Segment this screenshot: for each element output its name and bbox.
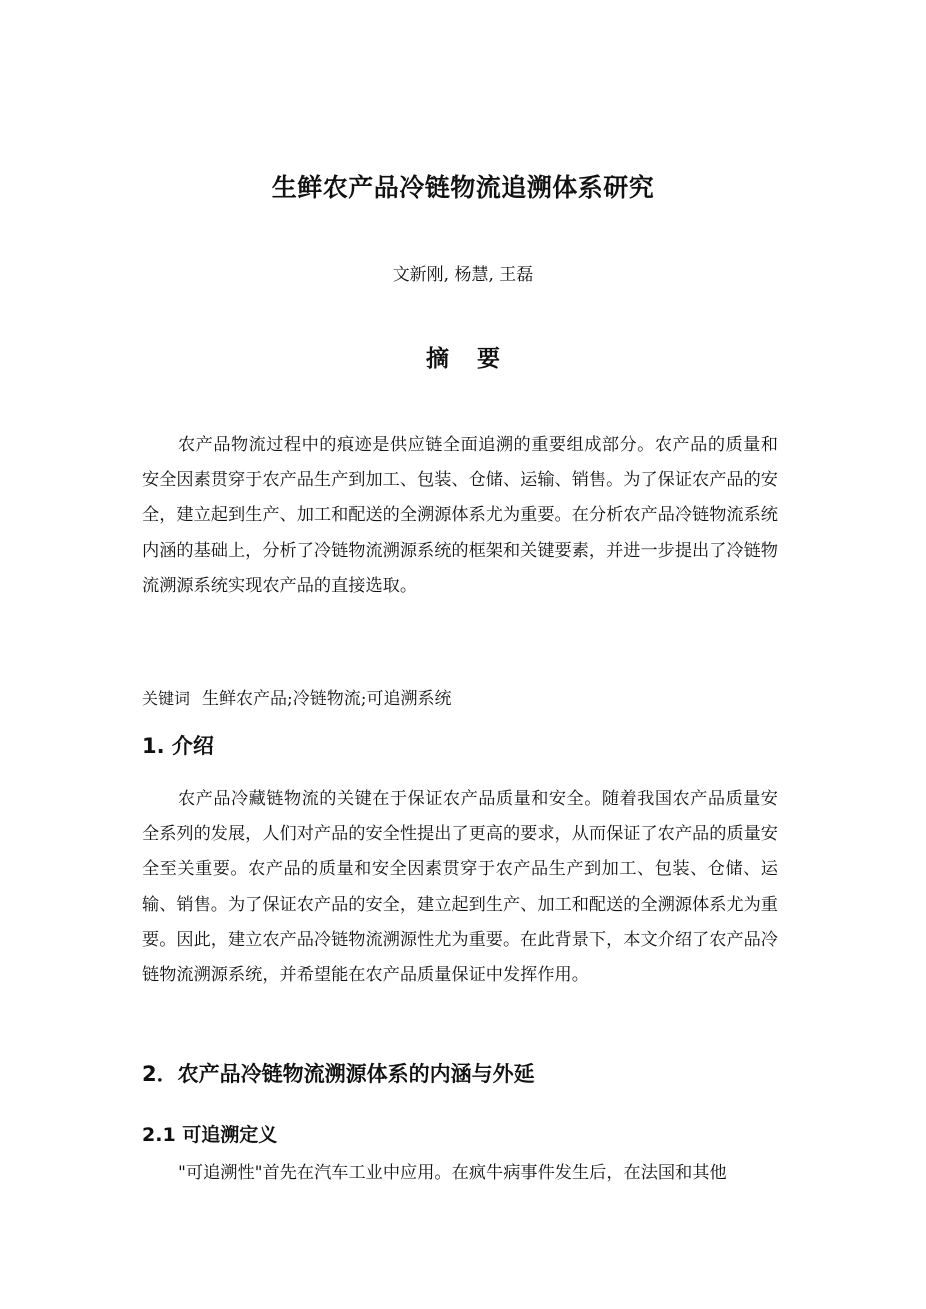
abstract-body: 农产品物流过程中的痕迹是供应链全面追溯的重要组成部分。农产品的质量和安全因素贯穿于农产品生产到加工、包装、仓储、运输、销售。为了保证农产品的安全，建立起到生产、加工和配送的全溯源体系尤为重要。在分析农产品冷链物流系统内涵的基础上，分析了冷链物流溯源系统的框架和关键要素，并进一步提出了冷链物流溯源系统实现农产品的直接选取。: [142, 435, 778, 596]
section-1-body: 农产品冷藏链物流的关键在于保证农产品质量和安全。随着我国农产品质量安全系列的发展，人们对产品的安全性提出了更高的要求，从而保证了农产品的质量安全至关重要。农产品的质量和安全因素贯穿于农产品生产到加工、包装、仓储、运输、销售。为了保证农产品的安全，建立起到生产、加工和配送的全溯源体系尤为重要。因此，建立农产品冷链物流溯源性尤为重要。在此背景下，本文介绍了农产品冷链物流溯源系统，并希望能在农产品质量保证中发挥作用。: [142, 789, 778, 986]
keywords-value: 生鲜农产品;冷链物流;可追溯系统: [202, 689, 452, 709]
paper-title: 生鲜农产品冷链物流追溯体系研究: [271, 173, 655, 202]
section-2-heading: 2．农产品冷链物流溯源体系的内涵与外延: [142, 1062, 535, 1086]
keywords-label: 关键词: [142, 689, 191, 708]
section-2-1-body: "可追溯性"首先在汽车工业中应用。在疯牛病事件发生后，在法国和其他: [178, 1163, 727, 1183]
keywords-line: [142, 684, 451, 709]
section-2-1-heading: 2.1 可追溯定义: [142, 1124, 278, 1146]
author-list: 文新刚, 杨慧, 王磊: [392, 265, 534, 285]
section-1-heading: 1. 介绍: [142, 734, 214, 758]
abstract-heading: 摘要: [426, 346, 528, 372]
